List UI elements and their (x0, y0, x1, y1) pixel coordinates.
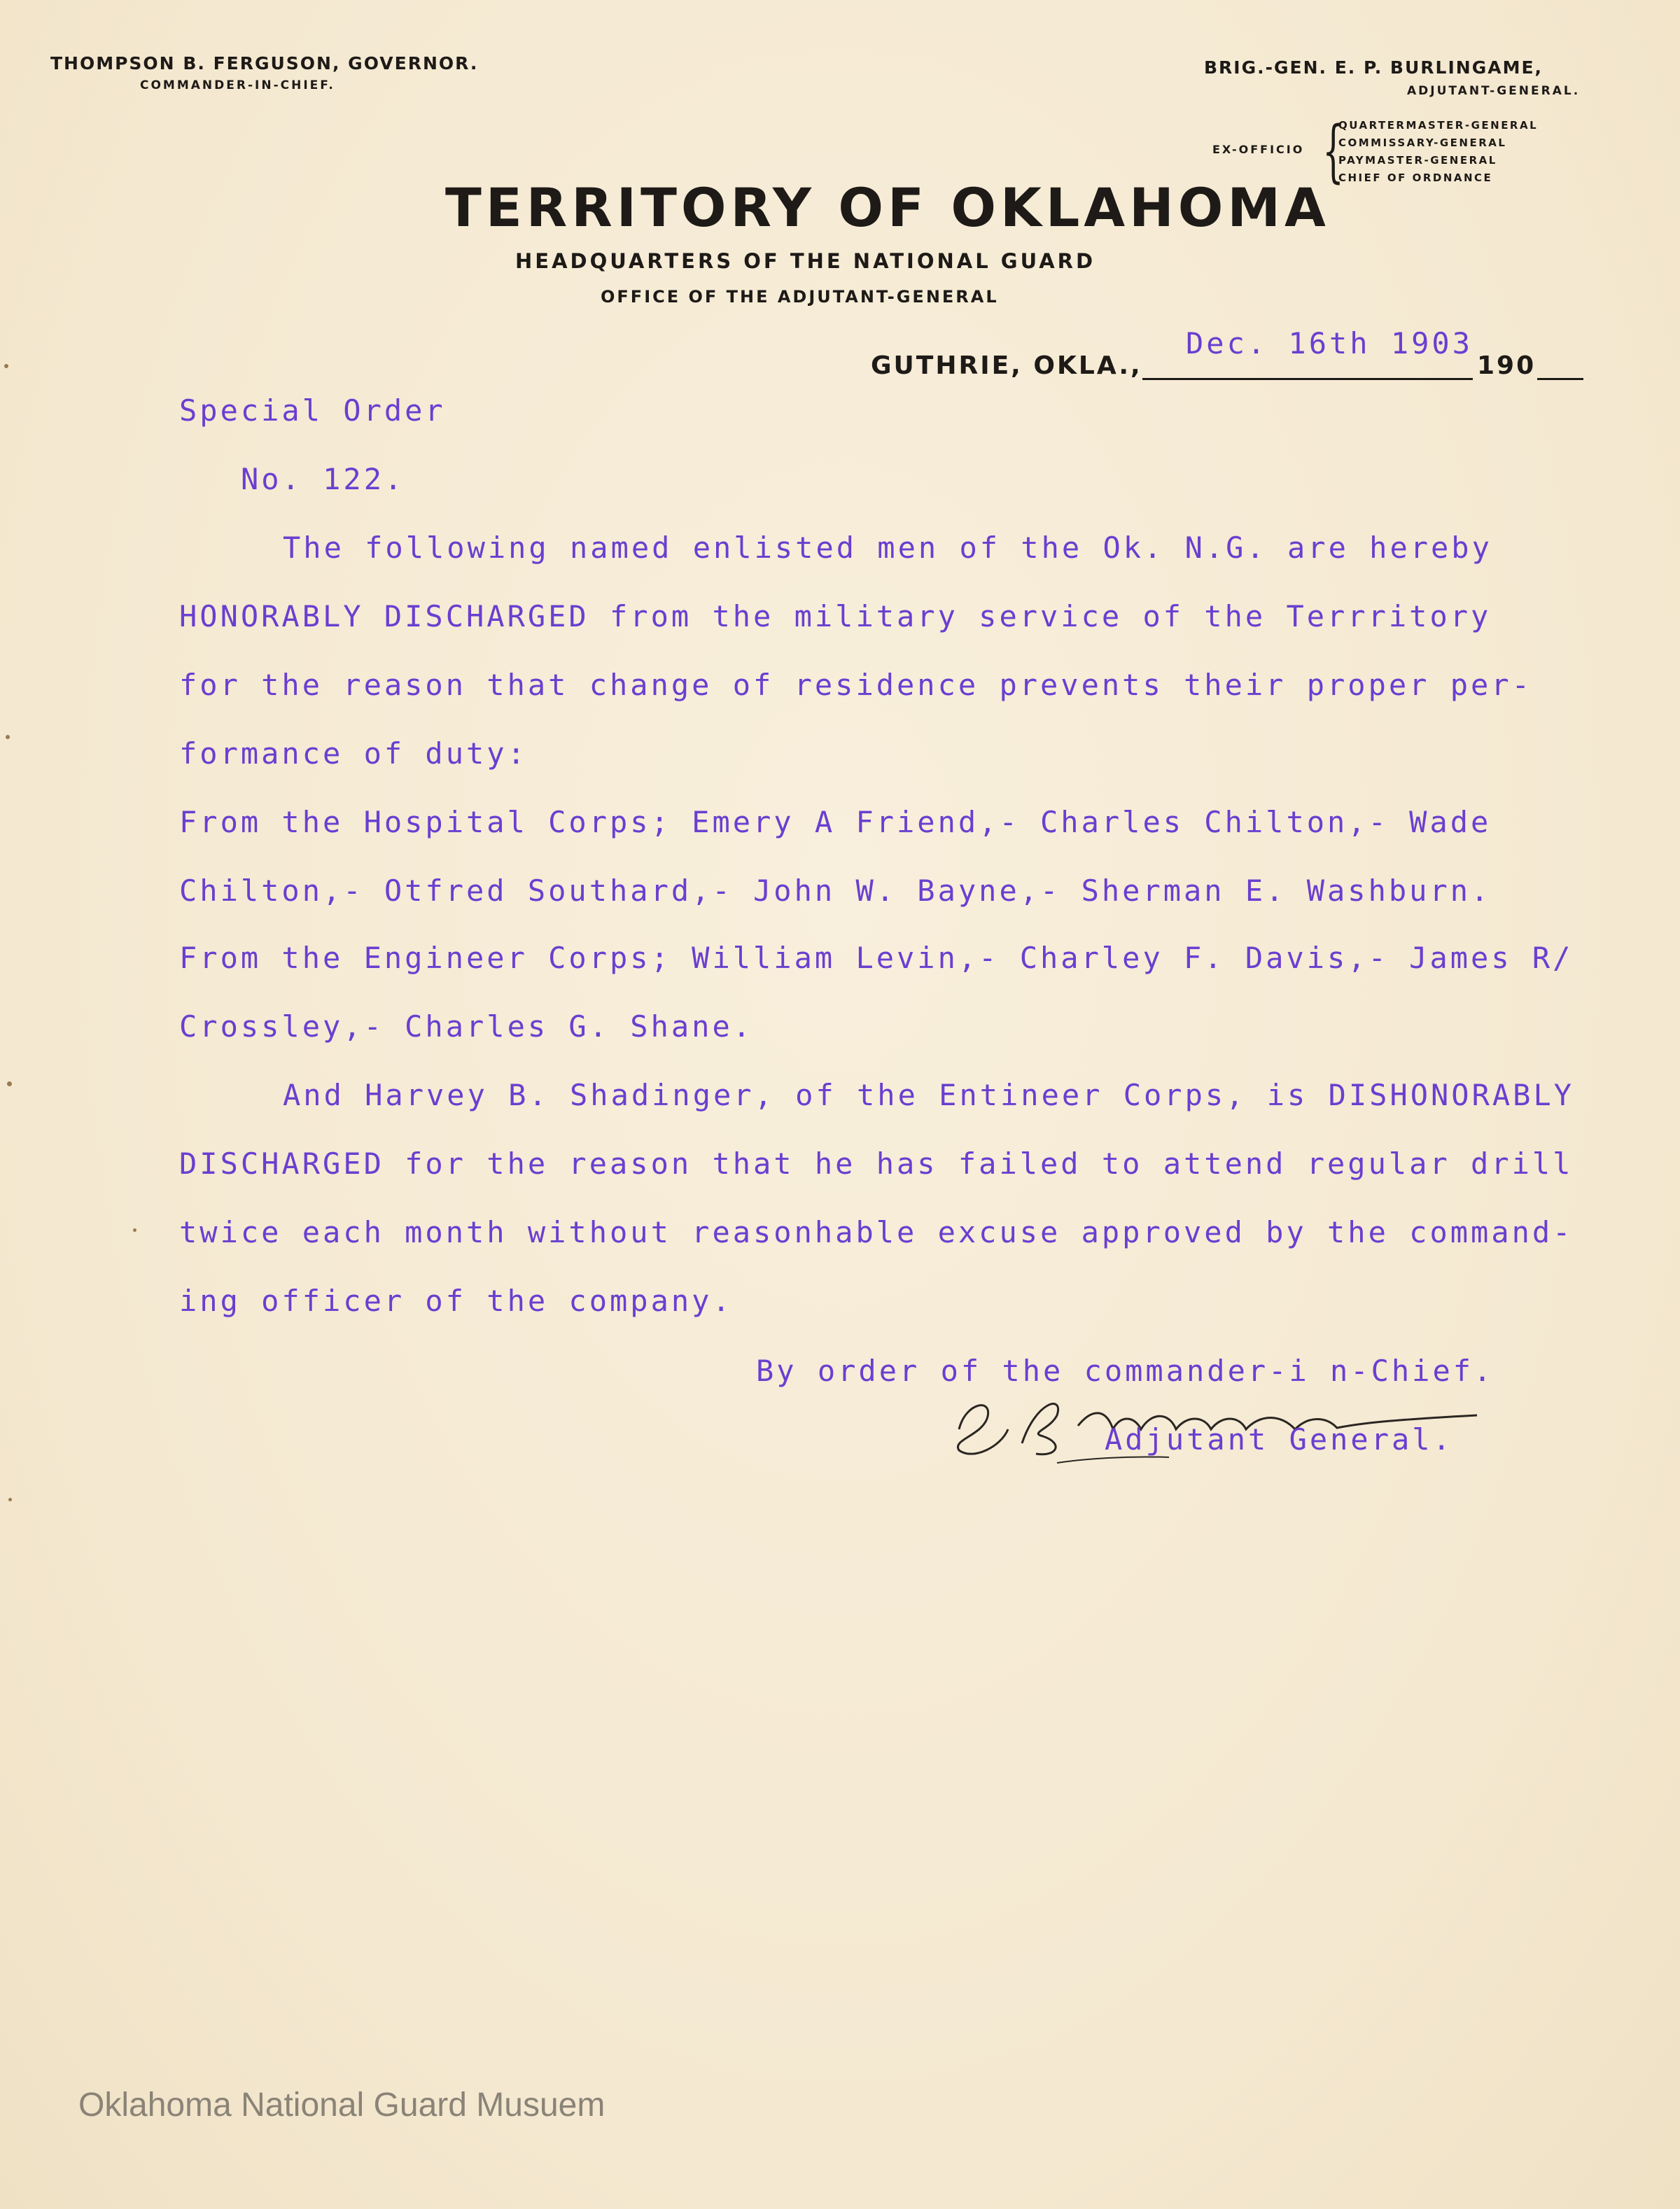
governor-name: THOMPSON B. FERGUSON, GOVERNOR. (50, 53, 479, 73)
date-underline (1142, 378, 1473, 380)
body-line: for the reason that change of residence prevents their proper per- (179, 668, 1532, 702)
ex-officio-role: PAYMASTER-GENERAL (1338, 154, 1497, 167)
paper-speck (7, 1081, 12, 1086)
body-line: Chilton,- Otfred Southard,- John W. Bayne,- Sherman E. Washburn. (179, 874, 1492, 908)
letterhead-subtitle: HEADQUARTERS OF THE NATIONAL GUARD (515, 249, 1096, 273)
body-line: twice each month without reasonhable excuse approved by the command- (179, 1215, 1574, 1249)
body-line: ing officer of the company. (179, 1284, 733, 1318)
paper-speck (133, 1228, 136, 1232)
body-line: From the Hospital Corps; Emery A Friend,- Charles Chilton,- Wade (179, 805, 1492, 839)
body-line: HONORABLY DISCHARGED from the military service of the Terrritory (179, 599, 1492, 633)
body-line: From the Engineer Corps; William Levin,- Charley F. Davis,- James R/ (179, 941, 1574, 975)
museum-watermark: Oklahoma National Guard Musuem (78, 2087, 606, 2124)
year-underline (1537, 378, 1583, 380)
place-name: GUTHRIE, OKLA., (871, 351, 1142, 380)
ex-officio-role: COMMISSARY-GENERAL (1338, 136, 1507, 149)
adjutant-general-name: BRIG.-GEN. E. P. BURLINGAME, (1204, 57, 1544, 78)
by-order-line: By order of the commander-i n-Chief. (756, 1354, 1494, 1388)
body-line: And Harvey B. Shadinger, of the Entineer Corps, is DISHONORABLY (283, 1078, 1575, 1112)
year-prefix: 190 (1477, 351, 1536, 380)
ex-officio-role: QUARTERMASTER-GENERAL (1338, 119, 1539, 132)
brace-icon: { (1322, 112, 1344, 190)
letterhead-office: OFFICE OF THE ADJUTANT-GENERAL (601, 287, 999, 307)
adjutant-general-title: ADJUTANT-GENERAL. (1407, 84, 1581, 98)
ex-officio-label: EX-OFFICIO (1212, 143, 1305, 156)
governor-title: COMMANDER-IN-CHIEF. (140, 78, 335, 92)
letterhead-title: TERRITORY OF OKLAHOMA (445, 176, 1330, 239)
paper-speck (4, 364, 8, 368)
order-heading: Special Order (179, 393, 446, 428)
signature-title: Adjutant General. (1105, 1422, 1453, 1457)
body-line: formance of duty: (179, 736, 528, 771)
body-line: Crossley,- Charles G. Shane. (179, 1009, 754, 1044)
letter-date: Dec. 16th 1903 (1186, 326, 1474, 360)
ex-officio-role: CHIEF OF ORDNANCE (1338, 171, 1493, 184)
paper-speck (8, 1498, 12, 1501)
order-number: No. 122. (241, 462, 405, 496)
paper-speck (6, 735, 10, 739)
body-line: The following named enlisted men of the Ok. N.G. are hereby (283, 531, 1492, 565)
body-line: DISCHARGED for the reason that he has failed to attend regular drill (179, 1146, 1574, 1181)
